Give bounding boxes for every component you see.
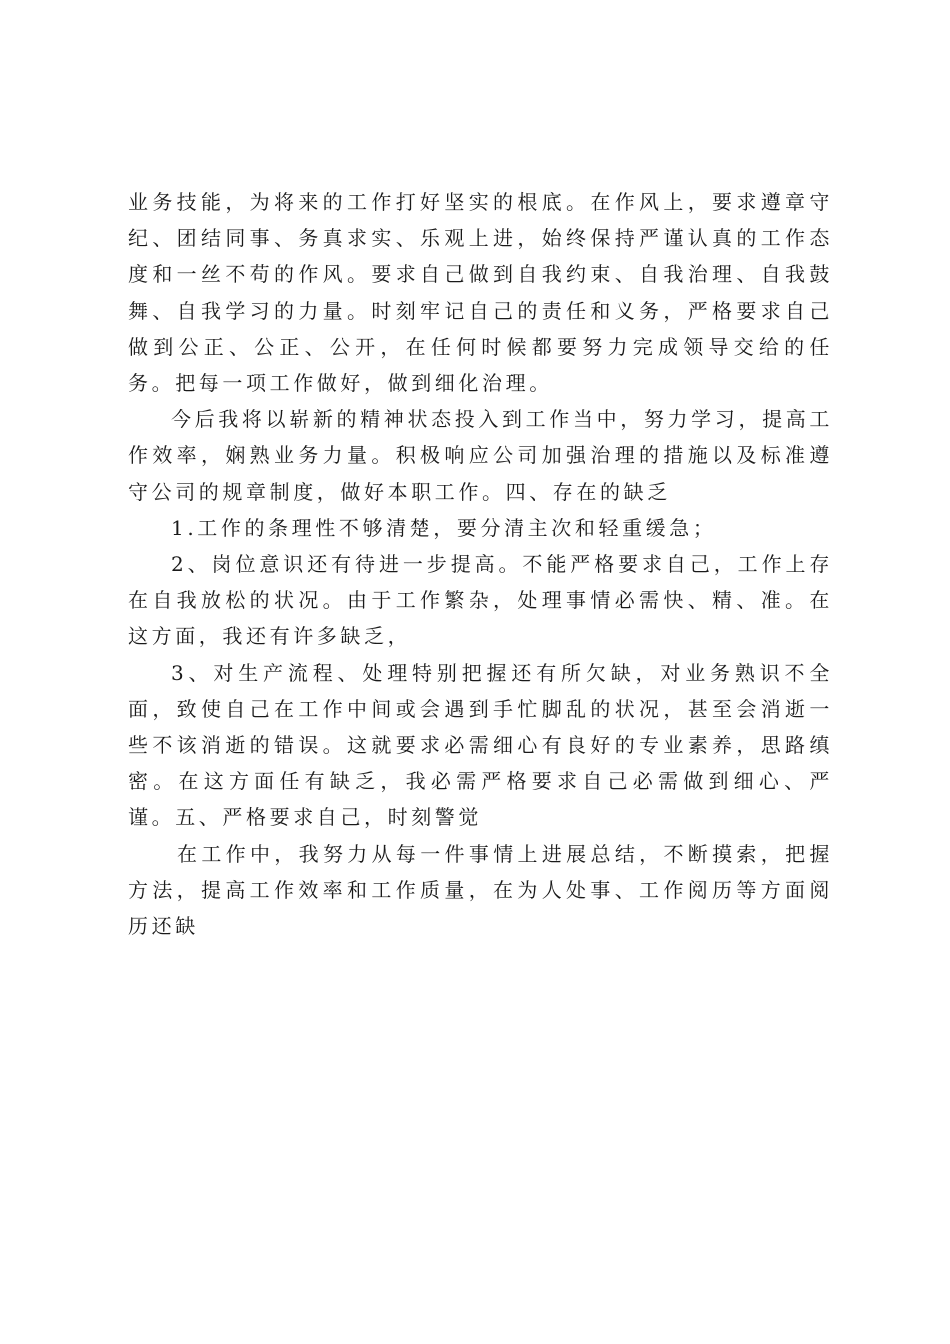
paragraph-work-style: 业务技能，为将来的工作打好坚实的根底。在作风上，要求遵章守纪、团结同事、务真求实、乐观上进，始终保持严谨认真的工作态度和一丝不苟的作风。要求自己做到自我约束、自我治理、自我鼓舞、自我学习的力量。时刻牢记自己的责任和义务，严格要求自己做到公正、公正、公开，在任何时候都要努力完成领导交给的任务。把每一项工作做好，做到细化治理。 bbox=[128, 190, 833, 396]
paragraph-future-plan: 今后我将以崭新的精神状态投入到工作当中，努力学习，提高工作效率，娴熟业务力量。积极响应公司加强治理的措施以及标准遵守公司的规章制度，做好本职工作。四、存在的缺乏 bbox=[128, 407, 833, 504]
paragraph-shortcoming-1: 1.工作的条理性不够清楚，要分清主次和轻重缓急； bbox=[171, 515, 717, 540]
document-body bbox=[128, 184, 833, 944]
paragraph-shortcoming-2: 2、岗位意识还有待进一步提高。不能严格要求自己，工作上存在自我放松的状况。由于工作繁杂，处理事情必需快、精、准。在这方面，我还有许多缺乏， bbox=[128, 552, 833, 649]
paragraph-shortcoming-3: 3、对生产流程、处理特别把握还有所欠缺，对业务熟识不全面，致使自己在工作中间或会遇到手忙脚乱的状况，甚至会消逝一些不该消逝的错误。这就要求必需细心有良好的专业素养，思路缜密。在这方面任有缺乏，我必需严格要求自己必需做到细心、严谨。五、严格要求自己，时刻警觉 bbox=[128, 660, 833, 830]
paragraph-work-summary: 在工作中，我努力从每一件事情上进展总结，不断摸索，把握方法，提高工作效率和工作质量，在为人处事、工作阅历等方面阅历还缺 bbox=[128, 841, 833, 939]
